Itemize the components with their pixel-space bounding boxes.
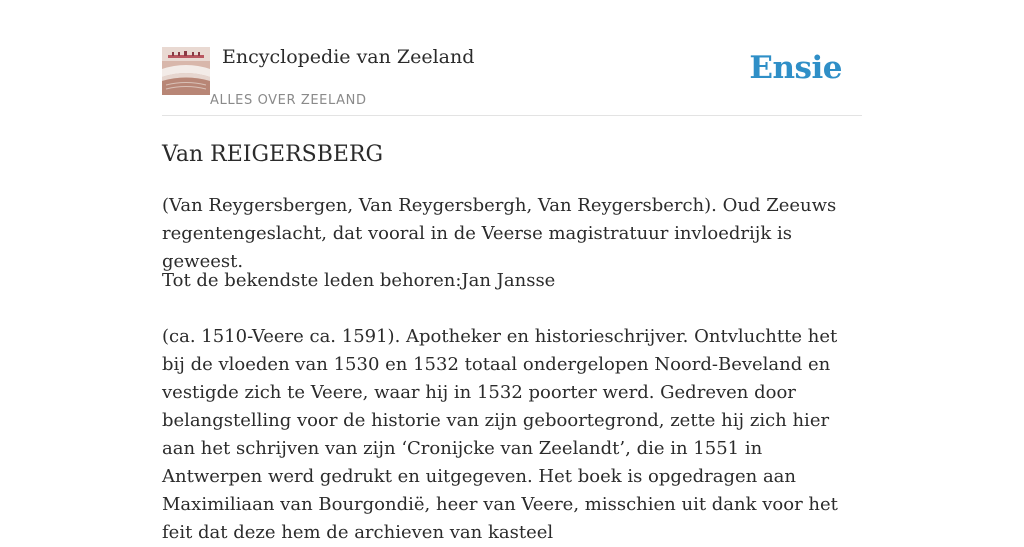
article-paragraph-body: (ca. 1510-Veere ca. 1591). Apotheker en historieschrijver. Ontvluchtte het bij de vloeden van 1530 en 1532 totaal ondergelopen Noord-Beveland en vestigde zich te Veere, waar hij in 1532 poorter werd. Gedreven door belangstelling voor de historie van zijn geboortegrond, zette hij zich hier aan het schrijven van zijn ‘Cronijcke van Zeelandt’, die in 1551 in Antwerpen werd gedrukt en uitgegeven. Het boek is opgedragen aan Maximiliaan van Bourgondië, heer van Veere, misschien uit dank voor het feit dat deze hem de archieven van kasteel: [162, 326, 838, 543]
article-paragraph-members: Tot de bekendste leden behoren:Jan Jansse: [162, 270, 556, 291]
site-subtitle: ALLES OVER ZEELAND: [210, 93, 367, 108]
site-header: [162, 0, 862, 116]
article-title: Van REIGERSBERG: [162, 142, 384, 167]
site-title[interactable]: Encyclopedie van Zeeland: [222, 46, 475, 68]
article-paragraph-intro: (Van Reygersbergen, Van Reygersbergh, Van Reygersberch). Oud Zeeuws regentengeslacht, dat vooral in de Veerse magistratuur invloedrijk is geweest.: [162, 195, 837, 272]
article-content: [162, 138, 862, 543]
site-avatar[interactable]: [162, 47, 210, 95]
brand-logo[interactable]: Ensie: [749, 50, 842, 86]
book-pages-icon: [162, 47, 210, 95]
